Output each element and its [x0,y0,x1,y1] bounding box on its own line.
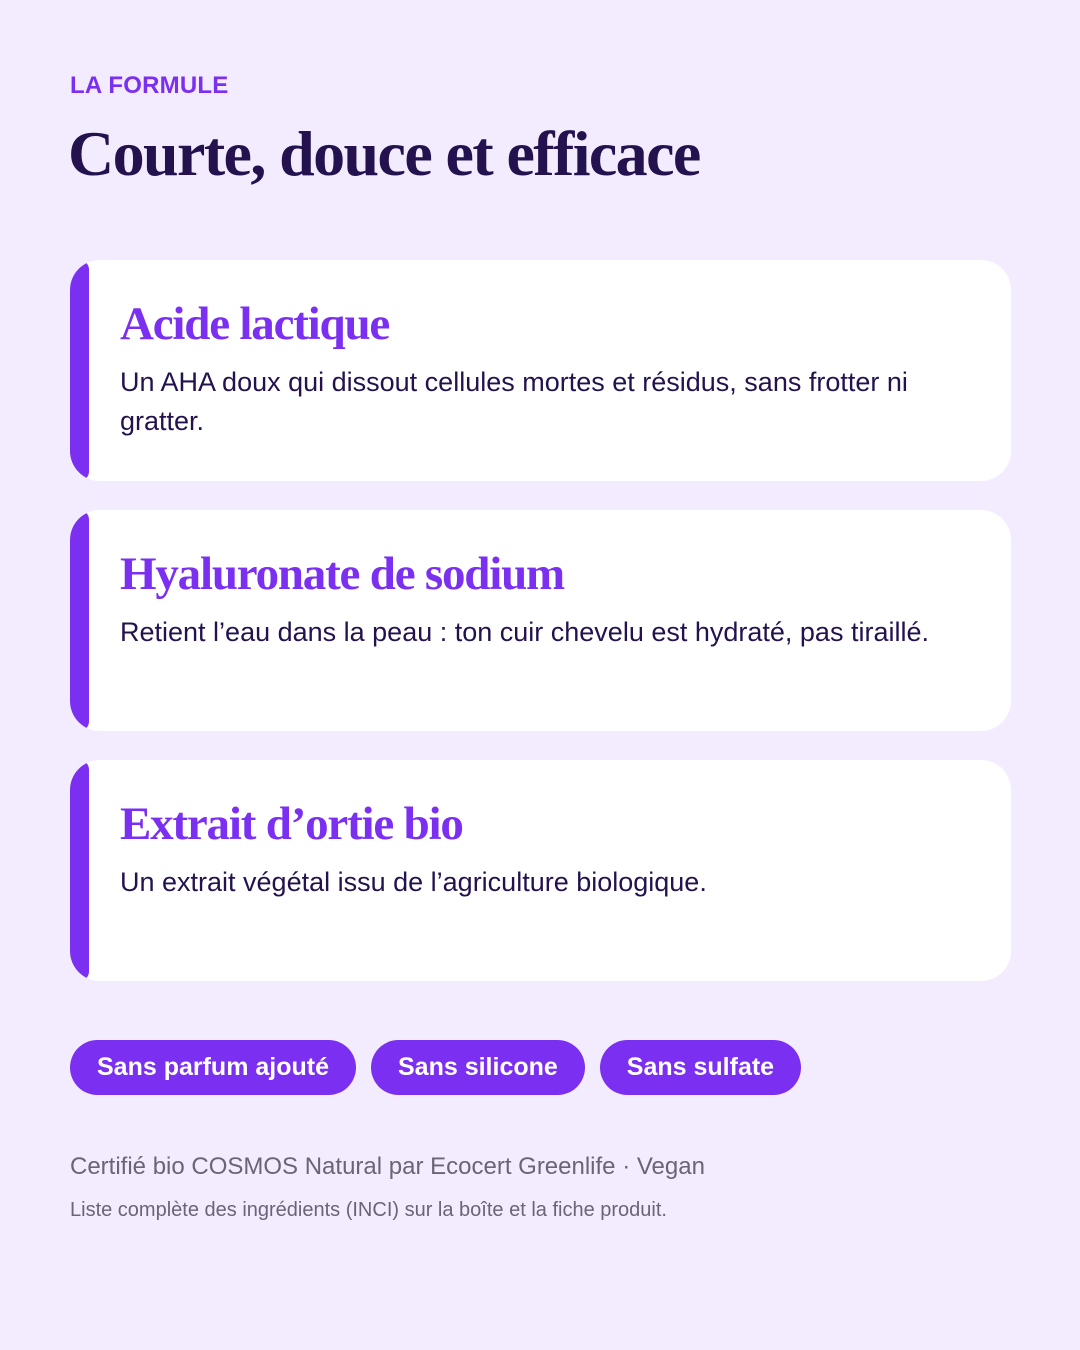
ingredient-list [70,260,1011,1010]
ingredient-description: Un extrait végétal issu de l’agriculture biologique. [120,867,707,897]
claims-badges [70,1040,801,1095]
ingredient-name: Acide lactique [120,298,390,350]
ingredient-card-sodium-hyaluronate [70,510,1011,731]
badge-no-sulfate: Sans sulfate [600,1040,801,1095]
card-accent-bar [70,260,89,481]
ingredient-description: Un AHA doux qui dissout cellules mortes et résidus, sans frotter ni gratter. [120,367,908,436]
certification-text: Certifié bio COSMOS Natural par Ecocert Greenlife · Vegan [70,1153,705,1180]
badge-no-added-fragrance: Sans parfum ajouté [70,1040,356,1095]
inci-note: Liste complète des ingrédients (INCI) sur la boîte et la fiche produit. [70,1199,667,1221]
card-accent-bar [70,760,89,981]
badge-no-silicone: Sans silicone [371,1040,585,1095]
ingredient-name: Extrait d’ortie bio [120,798,463,850]
ingredient-name: Hyaluronate de sodium [120,548,564,600]
page-title: Courte, douce et efficace [68,118,700,189]
section-eyebrow: LA FORMULE [70,72,229,99]
ingredient-description: Retient l’eau dans la peau : ton cuir chevelu est hydraté, pas tiraillé. [120,617,929,647]
ingredient-card-lactic-acid [70,260,1011,481]
ingredient-card-nettle-extract [70,760,1011,981]
card-accent-bar [70,510,89,731]
